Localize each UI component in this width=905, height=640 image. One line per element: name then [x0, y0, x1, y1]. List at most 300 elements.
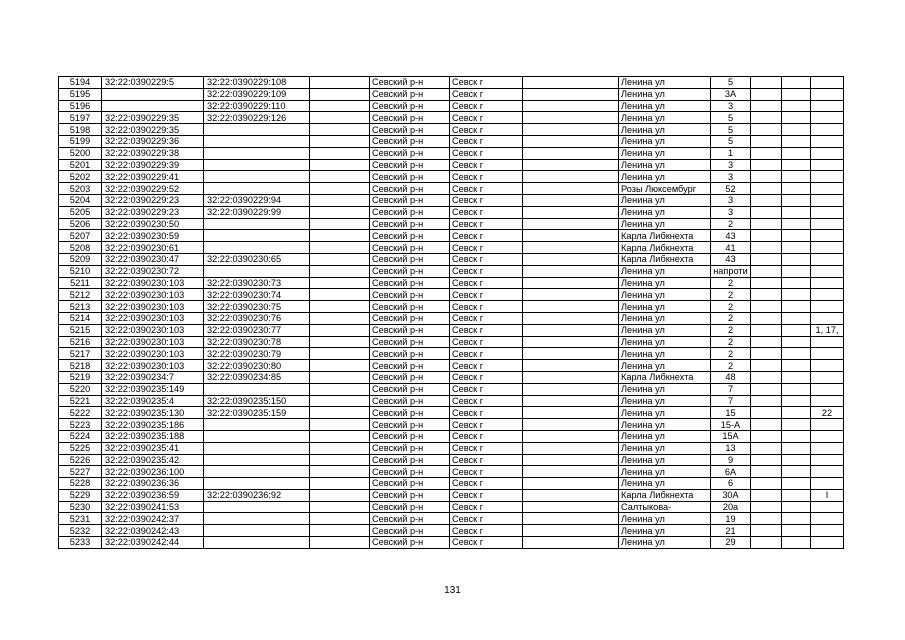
blank-column-cell — [751, 336, 782, 348]
street-cell: Ленина ул — [619, 301, 711, 313]
row-number-cell: 5224 — [59, 430, 102, 442]
table-row — [59, 265, 844, 277]
blank-column-cell — [782, 324, 811, 336]
note-cell — [811, 301, 844, 313]
table-row — [59, 419, 844, 431]
district-cell: Севский р-н — [370, 383, 450, 395]
district-cell: Севский р-н — [370, 489, 450, 501]
street-cell: Ленина ул — [619, 147, 711, 159]
district-cell: Севский р-н — [370, 513, 450, 525]
note-cell: I — [811, 489, 844, 501]
blank-column-cell — [523, 147, 619, 159]
district-cell: Севский р-н — [370, 135, 450, 147]
blank-column-cell — [782, 277, 811, 289]
district-cell: Севский р-н — [370, 206, 450, 218]
object-cadastral-number-cell: 32:22:0390235:159 — [204, 407, 310, 419]
blank-column-cell — [782, 312, 811, 324]
object-cadastral-number-cell — [204, 501, 310, 513]
blank-column-cell — [751, 419, 782, 431]
house-number-cell: 3А — [711, 88, 751, 100]
blank-column-cell — [523, 159, 619, 171]
note-cell — [811, 454, 844, 466]
house-number-cell: 6 — [711, 478, 751, 490]
cadastral-number-cell: 32:22:0390230:103 — [102, 336, 204, 348]
settlement-cell: Севск г — [450, 442, 523, 454]
blank-column-cell — [782, 218, 811, 230]
house-number-cell: 3 — [711, 206, 751, 218]
house-number-cell: 3 — [711, 194, 751, 206]
row-number-cell: 5223 — [59, 419, 102, 431]
blank-column-cell — [751, 194, 782, 206]
row-number-cell: 5214 — [59, 312, 102, 324]
note-cell — [811, 336, 844, 348]
blank-column-cell — [782, 478, 811, 490]
settlement-cell: Севск г — [450, 501, 523, 513]
blank-column-cell — [310, 430, 370, 442]
blank-column-cell — [523, 265, 619, 277]
street-cell: Ленина ул — [619, 525, 711, 537]
row-number-cell: 5221 — [59, 395, 102, 407]
row-number-cell: 5227 — [59, 466, 102, 478]
object-cadastral-number-cell — [204, 171, 310, 183]
street-cell: Карла Либкнехта — [619, 489, 711, 501]
table-row — [59, 395, 844, 407]
blank-column-cell — [751, 430, 782, 442]
blank-column-cell — [751, 112, 782, 124]
cadastral-number-cell: 32:22:0390241:53 — [102, 501, 204, 513]
district-cell: Севский р-н — [370, 265, 450, 277]
blank-column-cell — [523, 336, 619, 348]
blank-column-cell — [782, 501, 811, 513]
object-cadastral-number-cell — [204, 454, 310, 466]
note-cell — [811, 312, 844, 324]
blank-column-cell — [523, 466, 619, 478]
blank-column-cell — [782, 183, 811, 195]
table-row — [59, 218, 844, 230]
blank-column-cell — [782, 525, 811, 537]
table-row — [59, 454, 844, 466]
blank-column-cell — [782, 253, 811, 265]
blank-column-cell — [782, 112, 811, 124]
object-cadastral-number-cell: 32:22:0390234:85 — [204, 371, 310, 383]
blank-column-cell — [310, 206, 370, 218]
table-row — [59, 489, 844, 501]
row-number-cell: 5212 — [59, 289, 102, 301]
street-cell: Ленина ул — [619, 348, 711, 360]
settlement-cell: Севск г — [450, 218, 523, 230]
cadastral-number-cell: 32:22:0390235:188 — [102, 430, 204, 442]
settlement-cell: Севск г — [450, 371, 523, 383]
row-number-cell: 5205 — [59, 206, 102, 218]
blank-column-cell — [782, 513, 811, 525]
blank-column-cell — [523, 407, 619, 419]
note-cell — [811, 277, 844, 289]
district-cell: Севский р-н — [370, 324, 450, 336]
note-cell — [811, 171, 844, 183]
table-row — [59, 124, 844, 136]
house-number-cell: 2 — [711, 289, 751, 301]
object-cadastral-number-cell — [204, 442, 310, 454]
blank-column-cell — [751, 407, 782, 419]
cadastral-number-cell: 32:22:0390230:103 — [102, 360, 204, 372]
table-row — [59, 525, 844, 537]
street-cell: Розы Люксембург — [619, 183, 711, 195]
blank-column-cell — [310, 442, 370, 454]
object-cadastral-number-cell — [204, 525, 310, 537]
cadastral-number-cell: 32:22:0390229:52 — [102, 183, 204, 195]
blank-column-cell — [523, 183, 619, 195]
blank-column-cell — [751, 88, 782, 100]
row-number-cell: 5196 — [59, 100, 102, 112]
note-cell — [811, 383, 844, 395]
cadastral-number-cell: 32:22:0390230:72 — [102, 265, 204, 277]
row-number-cell: 5210 — [59, 265, 102, 277]
street-cell: Ленина ул — [619, 324, 711, 336]
blank-column-cell — [310, 371, 370, 383]
table-row — [59, 183, 844, 195]
table-row — [59, 194, 844, 206]
street-cell: Ленина ул — [619, 135, 711, 147]
blank-column-cell — [782, 135, 811, 147]
cadastral-number-cell: 32:22:0390236:36 — [102, 478, 204, 490]
blank-column-cell — [310, 230, 370, 242]
district-cell: Севский р-н — [370, 218, 450, 230]
object-cadastral-number-cell: 32:22:0390230:76 — [204, 312, 310, 324]
house-number-cell: 1 — [711, 147, 751, 159]
note-cell — [811, 194, 844, 206]
blank-column-cell — [751, 525, 782, 537]
cadastral-number-cell: 32:22:0390235:130 — [102, 407, 204, 419]
note-cell — [811, 360, 844, 372]
blank-column-cell — [310, 147, 370, 159]
blank-column-cell — [310, 478, 370, 490]
street-cell: Ленина ул — [619, 360, 711, 372]
blank-column-cell — [310, 312, 370, 324]
blank-column-cell — [751, 537, 782, 549]
note-cell — [811, 159, 844, 171]
blank-column-cell — [310, 301, 370, 313]
blank-column-cell — [751, 513, 782, 525]
house-number-cell: 5 — [711, 124, 751, 136]
object-cadastral-number-cell: 32:22:0390229:109 — [204, 88, 310, 100]
cadastral-number-cell — [102, 88, 204, 100]
row-number-cell: 5211 — [59, 277, 102, 289]
cadastral-number-cell: 32:22:0390235:186 — [102, 419, 204, 431]
blank-column-cell — [523, 395, 619, 407]
row-number-cell: 5197 — [59, 112, 102, 124]
blank-column-cell — [751, 301, 782, 313]
cadastral-number-cell: 32:22:0390230:103 — [102, 312, 204, 324]
blank-column-cell — [782, 242, 811, 254]
house-number-cell: 29 — [711, 537, 751, 549]
house-number-cell: 3 — [711, 171, 751, 183]
note-cell — [811, 183, 844, 195]
row-number-cell: 5216 — [59, 336, 102, 348]
row-number-cell: 5219 — [59, 371, 102, 383]
settlement-cell: Севск г — [450, 88, 523, 100]
blank-column-cell — [310, 324, 370, 336]
table-row — [59, 159, 844, 171]
house-number-cell: 2 — [711, 312, 751, 324]
table-body — [59, 77, 844, 549]
settlement-cell: Севск г — [450, 419, 523, 431]
district-cell: Севский р-н — [370, 242, 450, 254]
district-cell: Севский р-н — [370, 419, 450, 431]
house-number-cell: 5 — [711, 77, 751, 89]
blank-column-cell — [310, 265, 370, 277]
blank-column-cell — [782, 360, 811, 372]
blank-column-cell — [782, 395, 811, 407]
house-number-cell: 2 — [711, 324, 751, 336]
object-cadastral-number-cell — [204, 466, 310, 478]
blank-column-cell — [782, 301, 811, 313]
row-number-cell: 5202 — [59, 171, 102, 183]
table-row — [59, 501, 844, 513]
note-cell — [811, 537, 844, 549]
settlement-cell: Севск г — [450, 395, 523, 407]
district-cell: Севский р-н — [370, 430, 450, 442]
street-cell: Ленина ул — [619, 171, 711, 183]
blank-column-cell — [523, 171, 619, 183]
table-row — [59, 360, 844, 372]
row-number-cell: 5230 — [59, 501, 102, 513]
cadastral-number-cell: 32:22:0390242:43 — [102, 525, 204, 537]
house-number-cell: 5 — [711, 112, 751, 124]
row-number-cell: 5200 — [59, 147, 102, 159]
table-row — [59, 77, 844, 89]
settlement-cell: Севск г — [450, 230, 523, 242]
district-cell: Севский р-н — [370, 100, 450, 112]
street-cell: Ленина ул — [619, 194, 711, 206]
blank-column-cell — [751, 265, 782, 277]
district-cell: Севский р-н — [370, 194, 450, 206]
blank-column-cell — [523, 301, 619, 313]
note-cell — [811, 525, 844, 537]
settlement-cell: Севск г — [450, 277, 523, 289]
table-row — [59, 230, 844, 242]
note-cell — [811, 230, 844, 242]
blank-column-cell — [751, 371, 782, 383]
cadastral-number-cell: 32:22:0390235:4 — [102, 395, 204, 407]
district-cell: Севский р-н — [370, 112, 450, 124]
house-number-cell: 21 — [711, 525, 751, 537]
cadastral-number-cell: 32:22:0390229:23 — [102, 206, 204, 218]
row-number-cell: 5207 — [59, 230, 102, 242]
district-cell: Севский р-н — [370, 301, 450, 313]
blank-column-cell — [310, 194, 370, 206]
blank-column-cell — [523, 454, 619, 466]
street-cell: Ленина ул — [619, 407, 711, 419]
row-number-cell: 5232 — [59, 525, 102, 537]
blank-column-cell — [751, 218, 782, 230]
table-row — [59, 324, 844, 336]
district-cell: Севский р-н — [370, 525, 450, 537]
note-cell — [811, 253, 844, 265]
blank-column-cell — [523, 124, 619, 136]
settlement-cell: Севск г — [450, 171, 523, 183]
blank-column-cell — [751, 206, 782, 218]
street-cell: Карла Либкнехта — [619, 230, 711, 242]
house-number-cell: 43 — [711, 253, 751, 265]
settlement-cell: Севск г — [450, 430, 523, 442]
settlement-cell: Севск г — [450, 513, 523, 525]
house-number-cell: 9 — [711, 454, 751, 466]
blank-column-cell — [751, 489, 782, 501]
blank-column-cell — [310, 242, 370, 254]
settlement-cell: Севск г — [450, 466, 523, 478]
blank-column-cell — [310, 407, 370, 419]
street-cell: Ленина ул — [619, 277, 711, 289]
settlement-cell: Севск г — [450, 348, 523, 360]
cadastral-number-cell: 32:22:0390242:44 — [102, 537, 204, 549]
blank-column-cell — [523, 360, 619, 372]
blank-column-cell — [523, 230, 619, 242]
blank-column-cell — [523, 253, 619, 265]
settlement-cell: Севск г — [450, 407, 523, 419]
street-cell: Ленина ул — [619, 265, 711, 277]
cadastral-number-cell: 32:22:0390230:103 — [102, 348, 204, 360]
row-number-cell: 5231 — [59, 513, 102, 525]
table-row — [59, 277, 844, 289]
blank-column-cell — [751, 171, 782, 183]
blank-column-cell — [310, 383, 370, 395]
cadastral-number-cell: 32:22:0390230:103 — [102, 324, 204, 336]
object-cadastral-number-cell: 32:22:0390235:150 — [204, 395, 310, 407]
blank-column-cell — [310, 513, 370, 525]
blank-column-cell — [310, 395, 370, 407]
object-cadastral-number-cell — [204, 478, 310, 490]
object-cadastral-number-cell: 32:22:0390236:92 — [204, 489, 310, 501]
house-number-cell: 7 — [711, 395, 751, 407]
blank-column-cell — [782, 147, 811, 159]
note-cell — [811, 135, 844, 147]
object-cadastral-number-cell — [204, 230, 310, 242]
object-cadastral-number-cell: 32:22:0390229:126 — [204, 112, 310, 124]
settlement-cell: Севск г — [450, 478, 523, 490]
settlement-cell: Севск г — [450, 360, 523, 372]
blank-column-cell — [523, 112, 619, 124]
table-row — [59, 253, 844, 265]
note-cell — [811, 265, 844, 277]
district-cell: Севский р-н — [370, 466, 450, 478]
table-row — [59, 466, 844, 478]
house-number-cell: 2 — [711, 360, 751, 372]
settlement-cell: Севск г — [450, 289, 523, 301]
district-cell: Севский р-н — [370, 277, 450, 289]
blank-column-cell — [523, 135, 619, 147]
cadastral-number-cell: 32:22:0390242:37 — [102, 513, 204, 525]
settlement-cell: Севск г — [450, 159, 523, 171]
blank-column-cell — [751, 253, 782, 265]
house-number-cell: 2 — [711, 277, 751, 289]
blank-column-cell — [751, 442, 782, 454]
blank-column-cell — [782, 171, 811, 183]
blank-column-cell — [310, 537, 370, 549]
street-cell: Ленина ул — [619, 124, 711, 136]
district-cell: Севский р-н — [370, 312, 450, 324]
street-cell: Ленина ул — [619, 478, 711, 490]
cadastral-number-cell: 32:22:0390235:42 — [102, 454, 204, 466]
blank-column-cell — [523, 242, 619, 254]
district-cell: Севский р-н — [370, 147, 450, 159]
district-cell: Севский р-н — [370, 124, 450, 136]
house-number-cell: 20а — [711, 501, 751, 513]
house-number-cell: 6А — [711, 466, 751, 478]
district-cell: Севский р-н — [370, 442, 450, 454]
blank-column-cell — [523, 77, 619, 89]
object-cadastral-number-cell — [204, 147, 310, 159]
note-cell — [811, 466, 844, 478]
table-row — [59, 112, 844, 124]
registry-table — [58, 76, 844, 549]
note-cell — [811, 88, 844, 100]
row-number-cell: 5217 — [59, 348, 102, 360]
cadastral-number-cell: 32:22:0390230:61 — [102, 242, 204, 254]
blank-column-cell — [782, 371, 811, 383]
table-row — [59, 442, 844, 454]
blank-column-cell — [310, 454, 370, 466]
street-cell: Ленина ул — [619, 442, 711, 454]
street-cell: Ленина ул — [619, 513, 711, 525]
blank-column-cell — [523, 478, 619, 490]
blank-column-cell — [310, 88, 370, 100]
district-cell: Севский р-н — [370, 77, 450, 89]
blank-column-cell — [310, 466, 370, 478]
blank-column-cell — [310, 135, 370, 147]
street-cell: Ленина ул — [619, 218, 711, 230]
table-row — [59, 537, 844, 549]
table-row — [59, 289, 844, 301]
house-number-cell: 15-А — [711, 419, 751, 431]
cadastral-number-cell: 32:22:0390229:41 — [102, 171, 204, 183]
house-number-cell: 52 — [711, 183, 751, 195]
object-cadastral-number-cell — [204, 183, 310, 195]
blank-column-cell — [310, 159, 370, 171]
object-cadastral-number-cell: 32:22:0390230:80 — [204, 360, 310, 372]
object-cadastral-number-cell — [204, 242, 310, 254]
blank-column-cell — [782, 289, 811, 301]
blank-column-cell — [751, 454, 782, 466]
note-cell — [811, 501, 844, 513]
object-cadastral-number-cell — [204, 124, 310, 136]
settlement-cell: Севск г — [450, 147, 523, 159]
row-number-cell: 5198 — [59, 124, 102, 136]
blank-column-cell — [523, 289, 619, 301]
district-cell: Севский р-н — [370, 371, 450, 383]
blank-column-cell — [310, 112, 370, 124]
blank-column-cell — [782, 442, 811, 454]
object-cadastral-number-cell: 32:22:0390230:77 — [204, 324, 310, 336]
street-cell: Ленина ул — [619, 395, 711, 407]
blank-column-cell — [310, 489, 370, 501]
object-cadastral-number-cell: 32:22:0390230:75 — [204, 301, 310, 313]
street-cell: Ленина ул — [619, 159, 711, 171]
note-cell — [811, 289, 844, 301]
street-cell: Карла Либкнехта — [619, 253, 711, 265]
settlement-cell: Севск г — [450, 537, 523, 549]
blank-column-cell — [523, 513, 619, 525]
blank-column-cell — [310, 525, 370, 537]
table-row — [59, 171, 844, 183]
cadastral-number-cell: 32:22:0390229:38 — [102, 147, 204, 159]
blank-column-cell — [310, 419, 370, 431]
blank-column-cell — [523, 348, 619, 360]
settlement-cell: Севск г — [450, 301, 523, 313]
blank-column-cell — [523, 489, 619, 501]
blank-column-cell — [310, 501, 370, 513]
object-cadastral-number-cell: 32:22:0390230:78 — [204, 336, 310, 348]
house-number-cell: 3 — [711, 100, 751, 112]
